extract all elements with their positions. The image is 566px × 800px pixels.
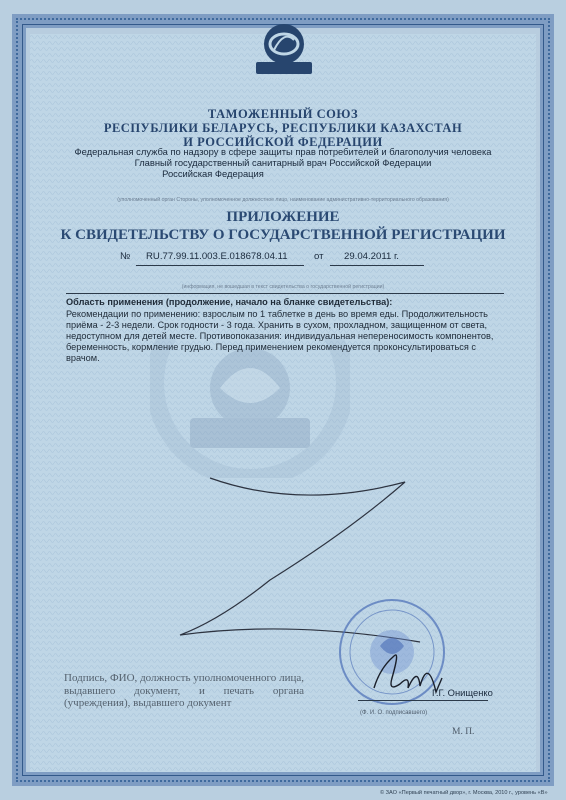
appendix-title-line-2: К СВИДЕТЕЛЬСТВУ О ГОСУДАРСТВЕННОЙ РЕГИСТРАЦИИ — [60, 227, 506, 243]
agency-line-2: Главный государственный санитарный врач Российской Федерации — [134, 157, 432, 168]
registration-date: 29.04.2011 г. — [344, 251, 399, 262]
header-line-2: РЕСПУБЛИКИ БЕЛАРУСЬ, РЕСПУБЛИКИ КАЗАХСТАН — [103, 121, 463, 135]
scope-text: Рекомендации по применению: взрослым по 1 таблетке в день во время еды. Продолжительность приёма - 2-3 недели. Срок годности - 3 года. Хранить в сухом, прохладном, защищенном от света, недоступном для детей месте. Противопоказания: индивидуальная непереносимость компонентов, беременность, кормление грудью. Перед применением рекомендуется проконсультироваться с врачом. — [66, 309, 494, 363]
date-label: от — [314, 251, 324, 262]
signatory-caption: Подпись, ФИО, должность уполномоченного лица, выдавшего документ, и печать органа (учреждения), выдавшего документ — [64, 672, 304, 709]
appendix-title-line-1: ПРИЛОЖЕНИЕ — [226, 209, 340, 225]
number-label: № — [120, 251, 131, 262]
agency-line-3: Российская Федерация — [162, 168, 264, 179]
signer-caption: (Ф. И. О. подписавшего) — [360, 710, 428, 716]
signer-name: Г.Г. Онищенко — [432, 687, 493, 698]
header-line-3: И РОССИЙСКОЙ ФЕДЕРАЦИИ — [183, 135, 383, 149]
agency-line-1: Федеральная служба по надзору в сфере защиты прав потребителей и благополучия человека — [74, 146, 492, 157]
appendix-caption: (информация, не вошедшая в текст свидетельства о государственной регистрации) — [181, 284, 385, 290]
authority-caption: (уполномоченный орган Стороны, уполномоченное должностное лицо, наименование административно-территориального образования) — [117, 197, 449, 203]
mp-label: М. П. — [452, 727, 475, 737]
eurasec-emblem-icon — [246, 20, 322, 78]
signature-underline — [358, 700, 488, 701]
emblem-text: ЕВРАЗЭС — [264, 76, 303, 85]
registration-number: RU.77.99.11.003.Е.018678.04.11 — [146, 251, 288, 262]
scope-heading: Область применения (продолжение, начало на бланке свидетельства): — [66, 297, 393, 307]
printer-imprint: © ЗАО «Первый печатный двор», г. Москва, 2010 г., уровень «В» — [380, 790, 548, 796]
header-line-1: ТАМОЖЕННЫЙ СОЮЗ — [207, 107, 359, 121]
caption-underline — [66, 293, 504, 294]
